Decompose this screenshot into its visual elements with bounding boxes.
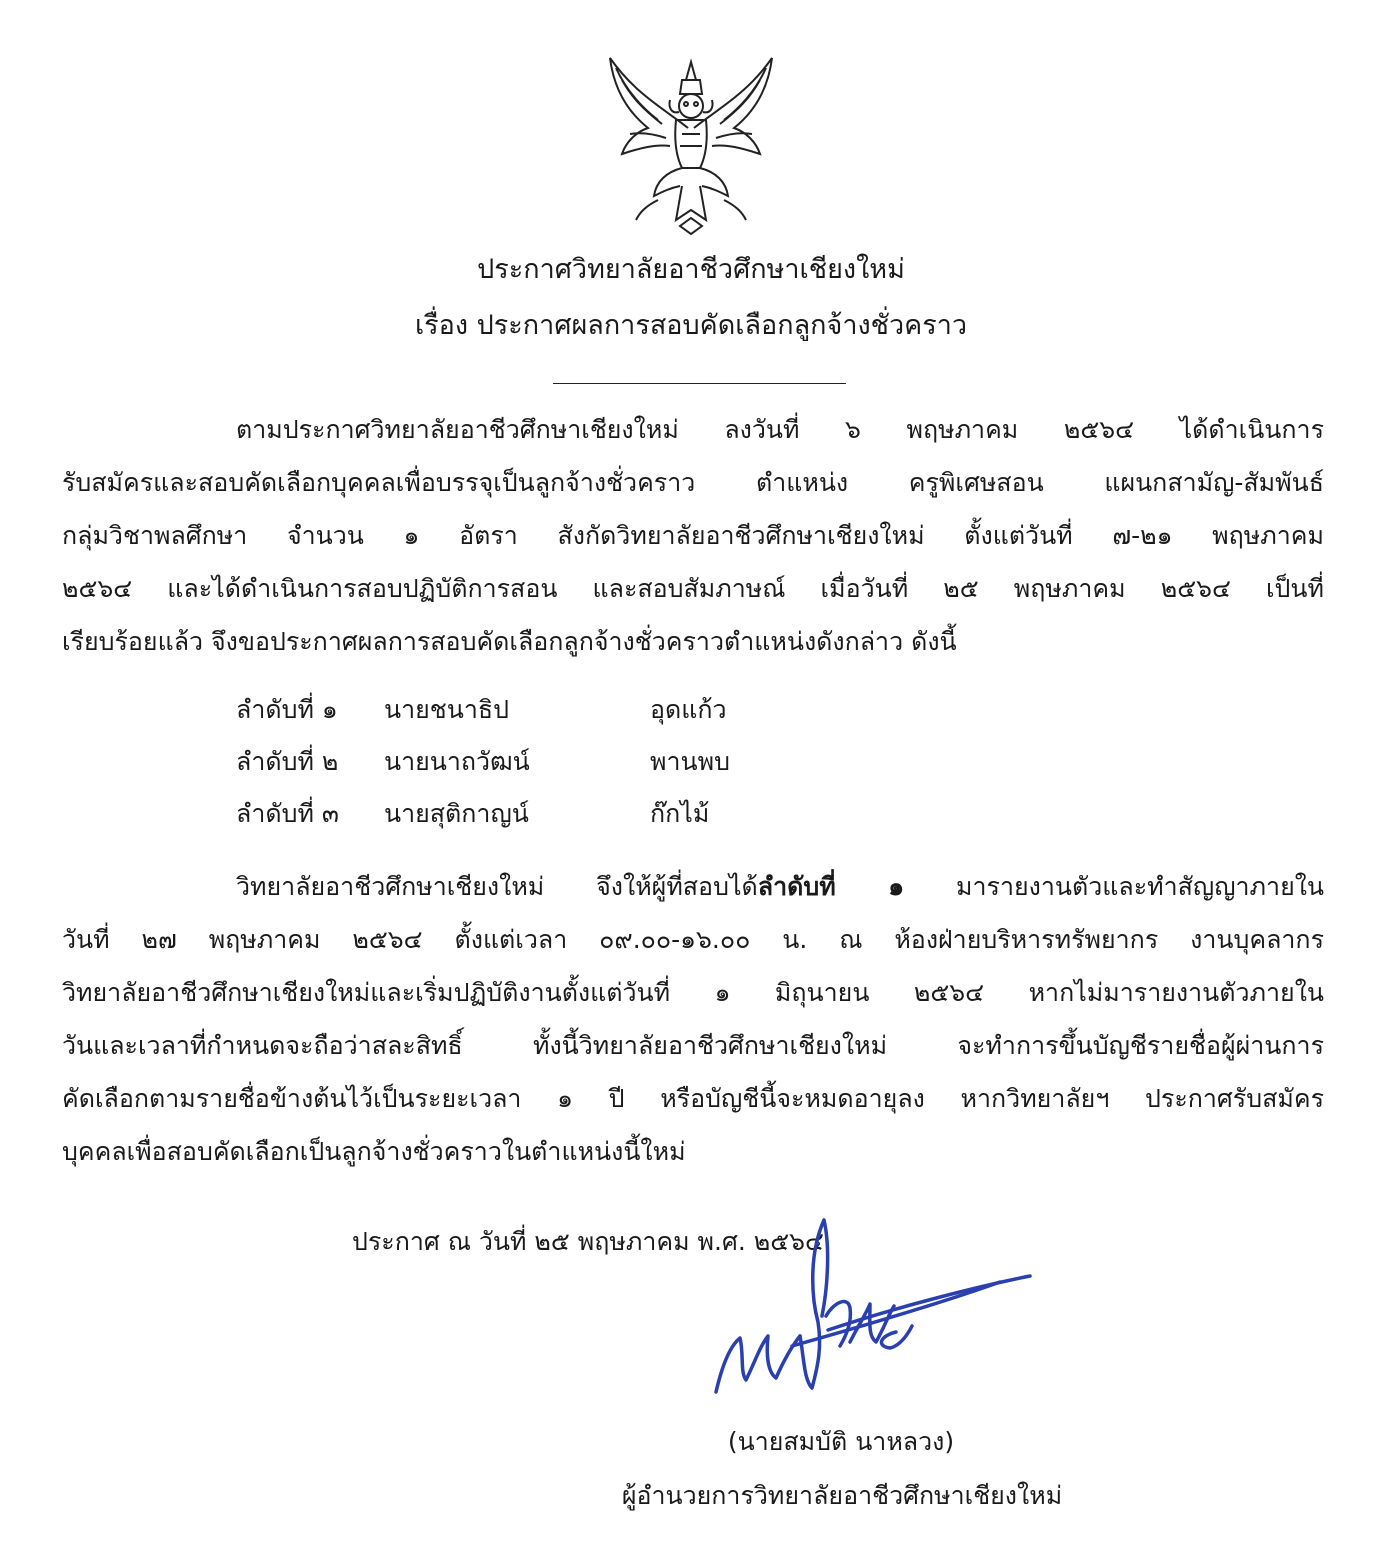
rank-label: ลำดับที่ ๓ [236, 799, 339, 828]
rank-label: ลำดับที่ ๒ [236, 747, 339, 776]
rank-row [236, 788, 836, 840]
paragraph-text: มารายงานตัวและทำสัญญาภายใน [904, 872, 1325, 901]
rank-highlight: ลำดับที่ ๑ [757, 872, 905, 901]
rank-last-name: อุดแก้ว [650, 695, 727, 724]
paragraph-line: วันและเวลาที่กำหนดจะถือว่าสละสิทธิ์ ทั้งนี้วิทยาลัยอาชีวศึกษาเชียงใหม่ จะทำการขึ้นบัญชีรายชื่อผู้ผ่านการ [62, 1031, 1324, 1060]
paragraph-line: วิทยาลัยอาชีวศึกษาเชียงใหม่และเริ่มปฏิบัติงานตั้งแต่วันที่ ๑ มิถุนายน ๒๕๖๔ หากไม่มารายงานตัวภายใน [62, 978, 1324, 1007]
rank-first-name: นายสุติกาญน์ [384, 799, 529, 828]
body-paragraph-1 [62, 403, 1324, 668]
paragraph-line: บุคคลเพื่อสอบคัดเลือกเป็นลูกจ้างชั่วคราวในตำแหน่งนี้ใหม่ [62, 1137, 686, 1166]
paragraph-line: คัดเลือกตามรายชื่อข้างต้นไว้เป็นระยะเวลา ๑ ปี หรือบัญชีนี้จะหมดอายุลง หากวิทยาลัยฯ ประกาศรับสมัคร [62, 1084, 1324, 1113]
garuda-emblem [596, 50, 786, 240]
paragraph-line [62, 860, 1324, 913]
rank-last-name: พานพบ [650, 747, 730, 776]
handwritten-signature [700, 1196, 1040, 1406]
rank-row [236, 736, 836, 788]
rank-last-name: ก๊กไม้ [650, 799, 710, 828]
paragraph-line: กลุ่มวิชาพลศึกษา จำนวน ๑ อัตรา สังกัดวิทยาลัยอาชีวศึกษาเชียงใหม่ ตั้งแต่วันที่ ๗-๒๑ พฤษภาคม [62, 521, 1324, 550]
paragraph-line: ๒๕๖๔ และได้ดำเนินการสอบปฏิบัติการสอน และสอบสัมภาษณ์ เมื่อวันที่ ๒๕ พฤษภาคม ๒๕๖๔ เป็นที่ [62, 574, 1324, 603]
rank-label: ลำดับที่ ๑ [236, 695, 338, 724]
title-divider [553, 383, 846, 384]
paragraph-line: รับสมัครและสอบคัดเลือกบุคคลเพื่อบรรจุเป็นลูกจ้างชั่วคราว ตำแหน่ง ครูพิเศษสอน แผนกสามัญ-สัมพันธ์ [62, 468, 1324, 497]
announcement-date: ประกาศ ณ วันที่ ๒๕ พฤษภาคม พ.ศ. ๒๕๖๔ [352, 1227, 824, 1256]
rank-first-name: นายชนาธิป [384, 695, 509, 724]
announcement-subject: เรื่อง ประกาศผลการสอบคัดเลือกลูกจ้างชั่วคราว [414, 310, 968, 341]
paragraph-text: วิทยาลัยอาชีวศึกษาเชียงใหม่ จึงให้ผู้ที่สอบได้ [236, 872, 758, 901]
rank-list [236, 684, 836, 840]
signer-position: ผู้อำนวยการวิทยาลัยอาชีวศึกษาเชียงใหม่ [621, 1481, 1063, 1510]
body-paragraph-2 [62, 860, 1324, 1178]
paragraph-line: ตามประกาศวิทยาลัยอาชีวศึกษาเชียงใหม่ ลงวันที่ ๖ พฤษภาคม ๒๕๖๔ ได้ดำเนินการ [236, 415, 1324, 444]
signer-name: (นายสมบัติ นาหลวง) [727, 1427, 955, 1456]
paragraph-line: วันที่ ๒๗ พฤษภาคม ๒๕๖๔ ตั้งแต่เวลา ๐๙.๐๐-๑๖.๐๐ น. ณ ห้องฝ่ายบริหารทรัพยากร งานบุคลากร [62, 925, 1324, 954]
rank-row [236, 684, 836, 736]
rank-first-name: นายนาถวัฒน์ [384, 747, 530, 776]
announcement-title: ประกาศวิทยาลัยอาชีวศึกษาเชียงใหม่ [477, 254, 905, 285]
paragraph-line: เรียบร้อยแล้ว จึงขอประกาศผลการสอบคัดเลือกลูกจ้างชั่วคราวตำแหน่งดังกล่าว ดังนี้ [62, 627, 957, 656]
